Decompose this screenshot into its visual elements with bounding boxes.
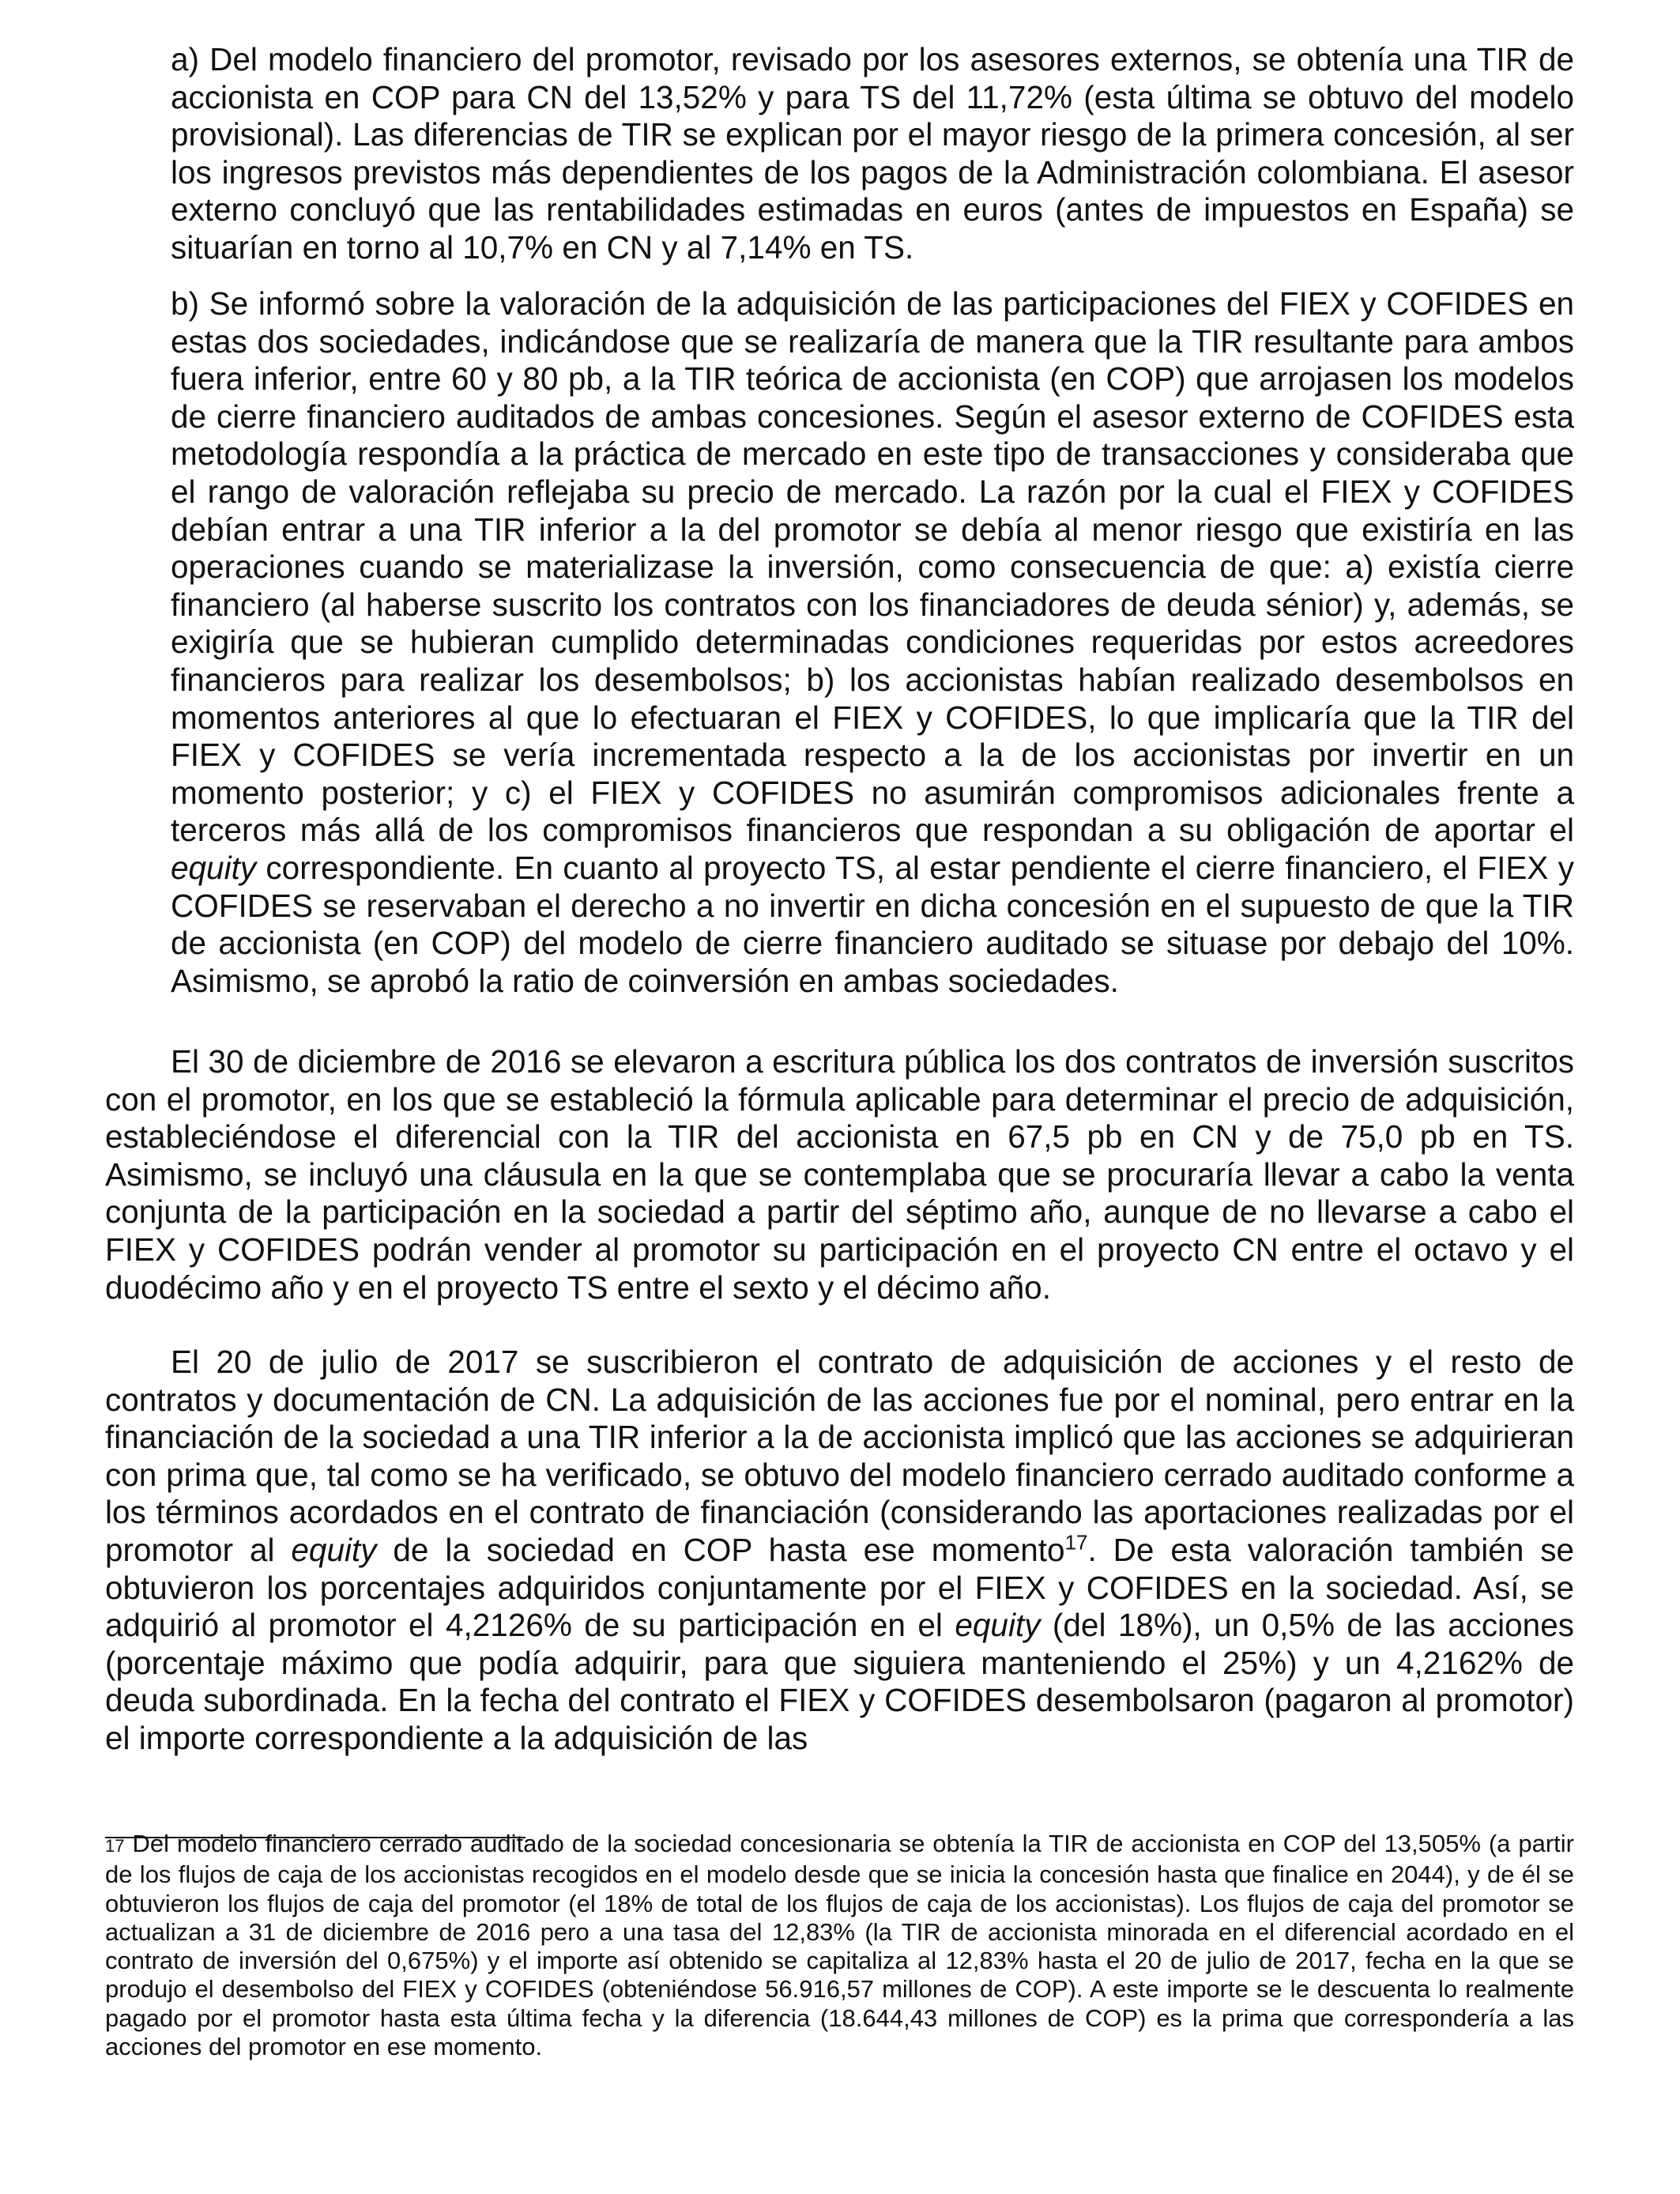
list-marker-a: a) [171,41,200,77]
paragraph-part2: de la sociedad en COP hasta ese momento [393,1531,1065,1568]
list-item-b-text-part2: correspondiente. En cuanto al proyecto TS, al estar pendiente el cierre financiero, el FIEX y COFIDES se reservaban el derecho a no invertir en dicha concesión en el supuesto de que la TIR de accionista (en COP) del modelo de cierre financiero auditado se situase por debajo del 10%. Asimismo, se aprobó la ratio de coinversión en ambas sociedades. [171,849,1574,999]
footnote-17 [105,1830,1574,2061]
paragraph-part4: (del 18%), un 0,5% de las acciones (porcentaje máximo que podía adquirir, para que siguiera manteniendo el 25%) y un 4,2162% de deuda subordinada. En la fecha del contrato el FIEX y COFIDES desembolsaron (pagaron al promotor) el importe correspondiente a la adquisición de las [105,1607,1574,1756]
list-item-b [171,285,1574,1000]
list-marker-b: b) [171,285,200,322]
italic-equity-term: equity [955,1607,1041,1644]
footnote-text: Del modelo financiero cerrado auditado de la sociedad concesionaria se obtenía la TIR de accionista en COP del 13,505% (a partir de los flujos de caja de los accionistas recogidos en el modelo desde que se inicia la concesión hasta que finalice en 2044), y de él se obtuvieron los flujos de caja del promotor (el 18% de total de los flujos de caja de los accionistas). Los flujos de caja del promotor se actualizan a 31 de diciembre de 2016 pero a una tasa del 12,83% (la TIR de accionista minorada en el diferencial acordado en el contrato de inversión del 0,675%) y el importe así obtenido se capitaliza al 12,83% hasta el 20 de julio de 2017, fecha en la que se produjo el desembolso del FIEX y COFIDES (obteniéndose 56.916,57 millones de COP). A este importe se le descuenta lo realmente pagado por el promotor hasta esta última fecha y la diferencia (18.644,43 millones de COP) es la prima que correspondería a las acciones del promotor en ese momento. [105,1830,1574,2061]
paragraph-adquisicion-acciones [105,1344,1574,1758]
footnote-number: 17 [105,1836,125,1856]
list-item-a [171,41,1574,267]
paragraph-escritura-publica: El 30 de diciembre de 2016 se elevaron a escritura pública los dos contratos de inversión suscritos con el promotor, en los que se estableció la fórmula aplicable para determinar el precio de adquisición, estableciéndose el diferencial con la TIR del accionista en 67,5 pb en CN y de 75,0 pb en TS. Asimismo, se incluyó una cláusula en la que se contemplaba que se procuraría llevar a cabo la venta conjunta de la participación en la sociedad a partir del séptimo año, aunque de no llevarse a cabo el FIEX y COFIDES podrán vender al promotor su participación en el proyecto CN entre el octavo y el duodécimo año y en el proyecto TS entre el sexto y el décimo año. [105,1043,1574,1306]
paragraph-part1: El 20 de julio de 2017 se suscribieron el contrato de adquisición de acciones y el resto de contratos y documentación de CN. La adquisición de las acciones fue por el nominal, pero entrar en la financiación de la sociedad a una TIR inferior a la de accionista implicó que las acciones se adquirieran con prima que, tal como se ha verificado, se obtuvo del modelo financiero cerrado auditado conforme a los términos acordados en el contrato de financiación (considerando las aportaciones realizadas por el promotor al [105,1344,1574,1568]
list-item-b-text-part1: Se informó sobre la valoración de la adquisición de las participaciones del FIEX y COFIDES en estas dos sociedades, indicándose que se realizaría de manera que la TIR resultante para ambos fuera inferior, entre 60 y 80 pb, a la TIR teórica de accionista (en COP) que arrojasen los modelos de cierre financiero auditados de ambas concesiones. Según el asesor externo de COFIDES esta metodología respondía a la práctica de mercado en este tipo de transacciones y consideraba que el rango de valoración reflejaba su precio de mercado. La razón por la cual el FIEX y COFIDES debían entrar a una TIR inferior a la del promotor se debía al menor riesgo que existiría en las operaciones cuando se materializase la inversión, como consecuencia de que: a) existía cierre financiero (al haberse suscrito los contratos con los financiadores de deuda sénior) y, además, se exigiría que se hubieran cumplido determinadas condiciones requeridas por estos acreedores financieros para realizar los desembolsos; b) los accionistas habían realizado desembolsos en momentos anteriores al que lo efectuaran el FIEX y COFIDES, lo que implicaría que la TIR del FIEX y COFIDES se vería incrementada respecto a la de los accionistas por invertir en un momento posterior; y c) el FIEX y COFIDES no asumirán compromisos adicionales frente a terceros más allá de los compromisos financieros que respondan a su obligación de aportar el [171,285,1574,849]
list-item-a-text: Del modelo financiero del promotor, revisado por los asesores externos, se obtenía una TIR de accionista en COP para CN del 13,52% y para TS del 11,72% (esta última se obtuvo del modelo provisional). Las diferencias de TIR se explican por el mayor riesgo de la primera concesión, al ser los ingresos previstos más dependientes de los pagos de la Administración colombiana. El asesor externo concluyó que las rentabilidades estimadas en euros (antes de impuestos en España) se situarían en torno al 10,7% en CN y al 7,14% en TS. [171,41,1574,266]
paragraph-part3: . De esta valoración también se obtuvieron los porcentajes adquiridos conjuntamente por el FIEX y COFIDES en la sociedad. Así, se adquirió al promotor el 4,2126% de su participación en el [105,1531,1575,1644]
footnote-reference[interactable]: 17 [1064,1530,1088,1555]
italic-equity-term: equity [171,849,257,886]
italic-equity-term: equity [291,1531,377,1568]
